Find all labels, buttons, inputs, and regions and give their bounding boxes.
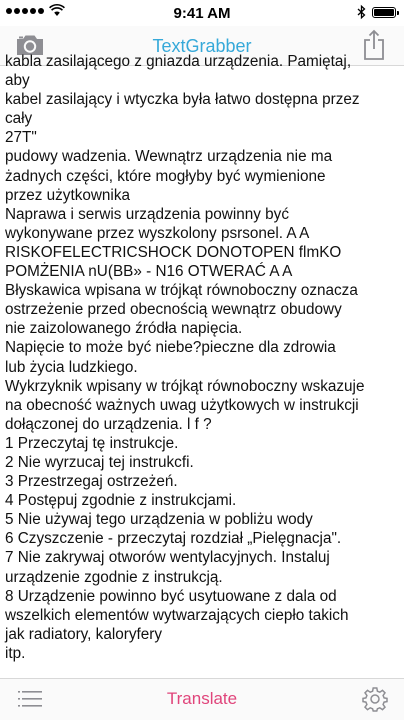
status-bar [0,0,404,26]
list-icon [18,689,42,709]
gear-icon [362,686,388,712]
translate-button[interactable]: Translate [166,689,238,708]
status-time: 9:41 AM [173,5,231,22]
bluetooth-icon [357,5,366,19]
settings-button[interactable] [362,686,388,712]
bottom-toolbar [0,678,404,720]
recognized-text[interactable]: kabla zasilającego z gniazda urządzenia. Pamiętaj, aby kabel zasilający i wtyczka była łatwo dostępna przez cały 27T" pudowy wadzenia. Wewnątrz urządzenia nie ma żadnych części, które mogłyby być wymienione przez użytkownika Naprawa i serwis urządzenia powinny być wykonywane przez wyszkolony psrsonel. A A RISKOFELECTRICSHOCK DONOTOPEN flmKO POMŻENIA nU(BB» - N16 OTWERAĆ A A Błyskawica wpisana w trójkąt równoboczny oznacza ostrzeżenie przed obecnością wewnątrz obudowy nie zaizolowanego źródła napięcia. Napięcie to może być niebe?pieczne dla zdrowia lub życia ludzkiego. Wykrzyknik wpisany w trójkąt równoboczny wskazuje na obecność ważnych uwag użytkowych w instrukcji dołączonej do urządzenia. l f ? 1 Przeczytaj tę instrukcje. 2 Nie wyrzucaj tej instrukcfi. 3 Przestrzegaj ostrzeżeń. 4 Postępuj zgodnie z instrukcjami. 5 Nie używaj tego urządzenia w pobliżu wody 6 Czyszczenie - przeczytaj rozdział „Pielęgnacja". 7 Nie zakrywaj otworów wentylacyjnych. Instaluj urządzenie zgodnie z instrukcją. 8 Urządzenie powinno być usytuowane z dala od wszelkich elementów wytwarzających ciepło takich jak radiatory, kaloryfery itp. [5,53,365,662]
recognized-text-area[interactable] [0,53,404,678]
battery-icon [372,7,396,18]
list-button[interactable] [18,689,42,709]
app-title: TextGrabber [152,36,252,56]
status-right [357,5,396,19]
